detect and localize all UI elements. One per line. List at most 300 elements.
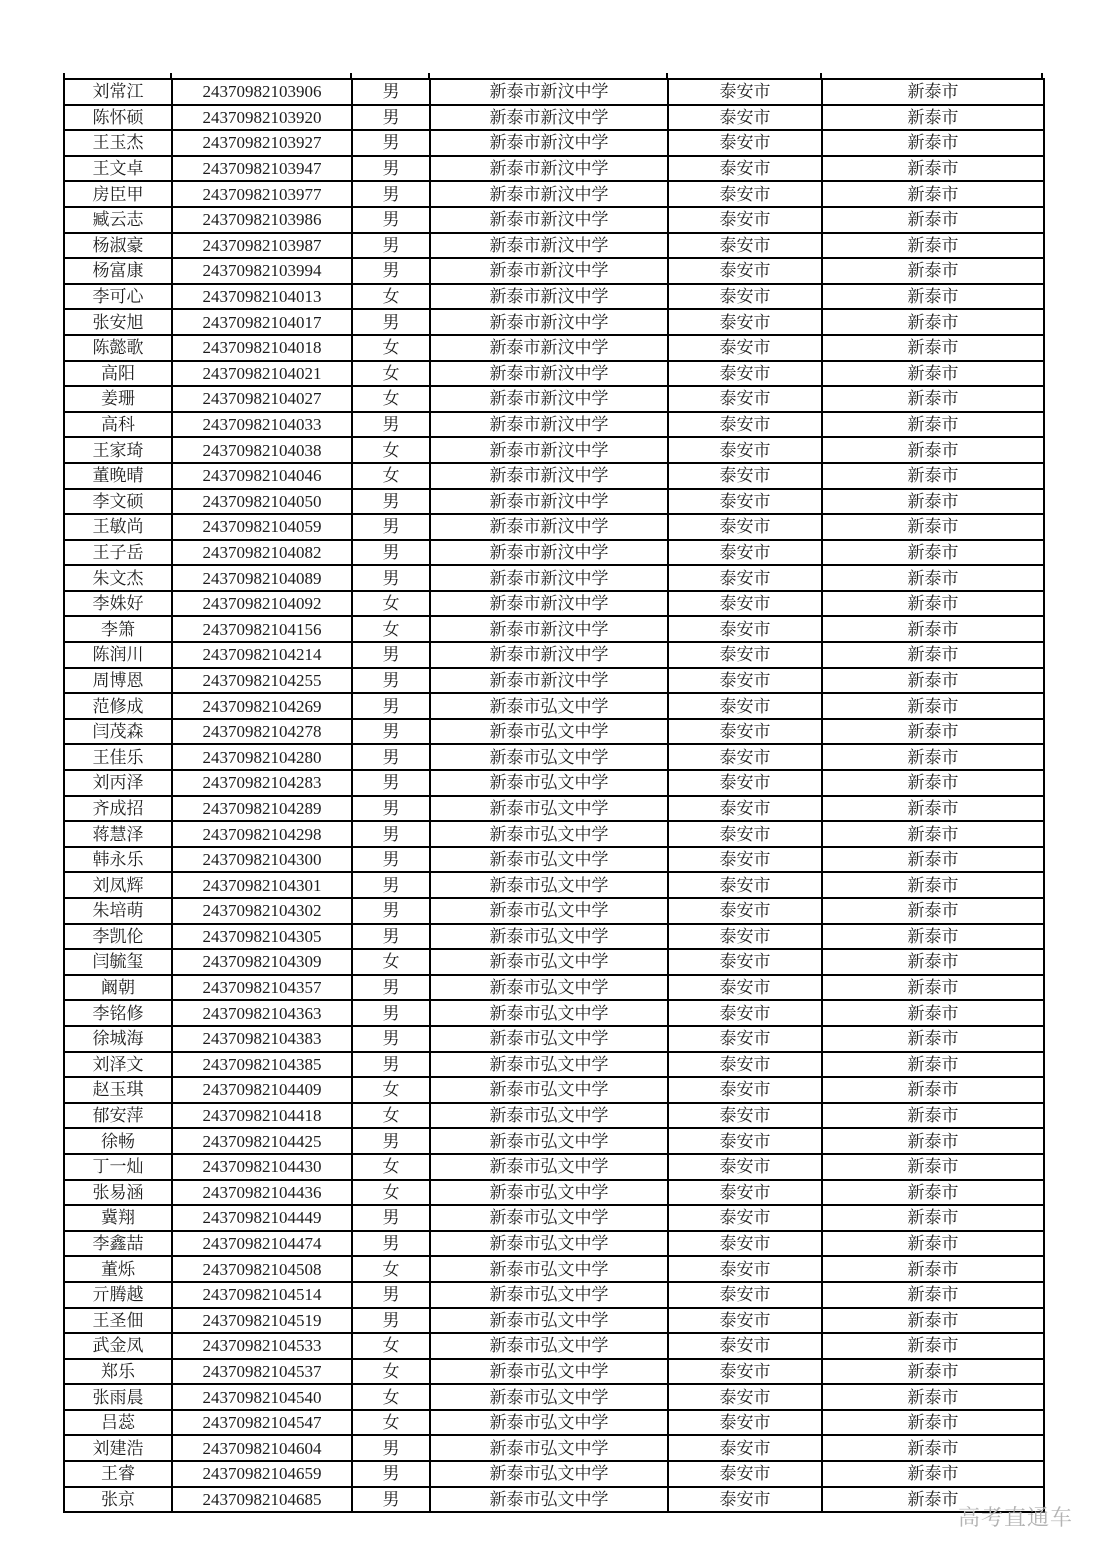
cell-gender: 女 — [352, 386, 430, 412]
cell-gender: 女 — [352, 1359, 430, 1385]
table-row — [64, 1384, 1044, 1410]
cell-exam-id: 24370982104425 — [172, 1128, 352, 1154]
cell-district: 新泰市 — [822, 1333, 1044, 1359]
cell-exam-id: 24370982104436 — [172, 1180, 352, 1206]
cell-school: 新泰市弘文中学 — [430, 1282, 668, 1308]
cell-school: 新泰市新汶中学 — [430, 156, 668, 182]
cell-gender: 男 — [352, 130, 430, 156]
cell-name: 王敏尚 — [64, 514, 172, 540]
cell-city: 泰安市 — [668, 181, 822, 207]
table-row — [64, 975, 1044, 1001]
cell-school: 新泰市新汶中学 — [430, 591, 668, 617]
cell-school: 新泰市弘文中学 — [430, 1487, 668, 1513]
table-row — [64, 181, 1044, 207]
cell-name: 闫毓玺 — [64, 949, 172, 975]
cell-city: 泰安市 — [668, 79, 822, 105]
cell-name: 张京 — [64, 1487, 172, 1513]
cell-gender: 男 — [352, 412, 430, 438]
cell-district: 新泰市 — [822, 898, 1044, 924]
cell-school: 新泰市新汶中学 — [430, 540, 668, 566]
cell-exam-id: 24370982104283 — [172, 770, 352, 796]
cell-district: 新泰市 — [822, 258, 1044, 284]
cell-school: 新泰市新汶中学 — [430, 361, 668, 387]
cell-school: 新泰市弘文中学 — [430, 821, 668, 847]
cell-city: 泰安市 — [668, 821, 822, 847]
cell-district: 新泰市 — [822, 489, 1044, 515]
cell-gender: 男 — [352, 79, 430, 105]
cell-gender: 男 — [352, 770, 430, 796]
cell-district: 新泰市 — [822, 924, 1044, 950]
cell-city: 泰安市 — [668, 1487, 822, 1513]
table-row — [64, 1026, 1044, 1052]
cell-exam-id: 24370982104519 — [172, 1308, 352, 1334]
cell-exam-id: 24370982104309 — [172, 949, 352, 975]
cell-district: 新泰市 — [822, 1205, 1044, 1231]
cell-city: 泰安市 — [668, 719, 822, 745]
cell-gender: 男 — [352, 1435, 430, 1461]
cell-school: 新泰市弘文中学 — [430, 1128, 668, 1154]
cell-exam-id: 24370982103927 — [172, 130, 352, 156]
cell-exam-id: 24370982104357 — [172, 975, 352, 1001]
cell-exam-id: 24370982104298 — [172, 821, 352, 847]
cell-gender: 男 — [352, 181, 430, 207]
cell-school: 新泰市弘文中学 — [430, 1077, 668, 1103]
cell-district: 新泰市 — [822, 668, 1044, 694]
cell-city: 泰安市 — [668, 489, 822, 515]
cell-district: 新泰市 — [822, 1461, 1044, 1487]
cell-exam-id: 24370982104280 — [172, 744, 352, 770]
cell-name: 蒋慧泽 — [64, 821, 172, 847]
cell-name: 韩永乐 — [64, 847, 172, 873]
cell-district: 新泰市 — [822, 361, 1044, 387]
cell-city: 泰安市 — [668, 284, 822, 310]
cell-school: 新泰市新汶中学 — [430, 130, 668, 156]
cell-exam-id: 24370982104059 — [172, 514, 352, 540]
cell-district: 新泰市 — [822, 847, 1044, 873]
cell-gender: 男 — [352, 1308, 430, 1334]
cell-gender: 男 — [352, 975, 430, 1001]
cell-gender: 男 — [352, 821, 430, 847]
cell-city: 泰安市 — [668, 565, 822, 591]
cell-exam-id: 24370982104017 — [172, 309, 352, 335]
cell-gender: 女 — [352, 949, 430, 975]
cell-exam-id: 24370982104302 — [172, 898, 352, 924]
cell-gender: 女 — [352, 284, 430, 310]
cell-district: 新泰市 — [822, 719, 1044, 745]
cell-gender: 男 — [352, 105, 430, 131]
cell-name: 杨淑豪 — [64, 233, 172, 259]
cell-gender: 男 — [352, 872, 430, 898]
cell-exam-id: 24370982104033 — [172, 412, 352, 438]
cell-district: 新泰市 — [822, 437, 1044, 463]
table-row — [64, 156, 1044, 182]
table-row — [64, 719, 1044, 745]
table-row — [64, 489, 1044, 515]
cell-city: 泰安市 — [668, 616, 822, 642]
table-row — [64, 668, 1044, 694]
cell-name: 刘常江 — [64, 79, 172, 105]
cell-exam-id: 24370982103987 — [172, 233, 352, 259]
cell-district: 新泰市 — [822, 744, 1044, 770]
cell-city: 泰安市 — [668, 1282, 822, 1308]
cell-district: 新泰市 — [822, 949, 1044, 975]
table-row — [64, 591, 1044, 617]
cell-gender: 男 — [352, 924, 430, 950]
cell-city: 泰安市 — [668, 386, 822, 412]
cell-school: 新泰市新汶中学 — [430, 463, 668, 489]
cell-exam-id: 24370982104659 — [172, 1461, 352, 1487]
cell-district: 新泰市 — [822, 386, 1044, 412]
cell-city: 泰安市 — [668, 1359, 822, 1385]
cell-district: 新泰市 — [822, 1308, 1044, 1334]
cell-name: 高阳 — [64, 361, 172, 387]
cell-name: 房臣甲 — [64, 181, 172, 207]
table-row — [64, 105, 1044, 131]
table-row — [64, 1077, 1044, 1103]
cell-exam-id: 24370982104018 — [172, 335, 352, 361]
cell-district: 新泰市 — [822, 796, 1044, 822]
cell-district: 新泰市 — [822, 1052, 1044, 1078]
cell-district: 新泰市 — [822, 412, 1044, 438]
cell-gender: 女 — [352, 361, 430, 387]
cell-name: 刘泽文 — [64, 1052, 172, 1078]
cell-district: 新泰市 — [822, 872, 1044, 898]
cell-gender: 男 — [352, 309, 430, 335]
cell-gender: 男 — [352, 1128, 430, 1154]
cell-district: 新泰市 — [822, 130, 1044, 156]
cell-school: 新泰市弘文中学 — [430, 1052, 668, 1078]
table-row — [64, 616, 1044, 642]
cell-exam-id: 24370982104409 — [172, 1077, 352, 1103]
cell-gender: 男 — [352, 1052, 430, 1078]
cell-school: 新泰市弘文中学 — [430, 1026, 668, 1052]
cell-district: 新泰市 — [822, 1359, 1044, 1385]
cell-city: 泰安市 — [668, 412, 822, 438]
cell-city: 泰安市 — [668, 335, 822, 361]
cell-gender: 男 — [352, 693, 430, 719]
table-row — [64, 1231, 1044, 1257]
cell-name: 王文卓 — [64, 156, 172, 182]
cell-city: 泰安市 — [668, 1435, 822, 1461]
cell-name: 周博恩 — [64, 668, 172, 694]
cell-name: 张易涵 — [64, 1180, 172, 1206]
cell-city: 泰安市 — [668, 1180, 822, 1206]
cell-exam-id: 24370982103994 — [172, 258, 352, 284]
cell-name: 董晚晴 — [64, 463, 172, 489]
cell-exam-id: 24370982103920 — [172, 105, 352, 131]
cell-gender: 女 — [352, 1410, 430, 1436]
table-row — [64, 693, 1044, 719]
cell-name: 董烁 — [64, 1256, 172, 1282]
cell-city: 泰安市 — [668, 872, 822, 898]
cell-school: 新泰市新汶中学 — [430, 335, 668, 361]
cell-city: 泰安市 — [668, 1256, 822, 1282]
cell-exam-id: 24370982104385 — [172, 1052, 352, 1078]
cell-school: 新泰市新汶中学 — [430, 105, 668, 131]
cell-school: 新泰市弘文中学 — [430, 949, 668, 975]
cell-name: 丁一灿 — [64, 1154, 172, 1180]
table-row — [64, 514, 1044, 540]
table-row — [64, 412, 1044, 438]
cell-gender: 男 — [352, 1026, 430, 1052]
cell-school: 新泰市弘文中学 — [430, 898, 668, 924]
roster-table-body — [64, 79, 1044, 1512]
cell-name: 李文硕 — [64, 489, 172, 515]
cell-name: 阚朝 — [64, 975, 172, 1001]
cell-city: 泰安市 — [668, 847, 822, 873]
cell-district: 新泰市 — [822, 79, 1044, 105]
cell-name: 陈怀硕 — [64, 105, 172, 131]
cell-gender: 女 — [352, 1384, 430, 1410]
cell-gender: 男 — [352, 1487, 430, 1513]
cell-exam-id: 24370982104278 — [172, 719, 352, 745]
cell-district: 新泰市 — [822, 335, 1044, 361]
cell-school: 新泰市弘文中学 — [430, 719, 668, 745]
cell-name: 陈懿歌 — [64, 335, 172, 361]
cell-city: 泰安市 — [668, 1384, 822, 1410]
cell-name: 李姝好 — [64, 591, 172, 617]
cell-school: 新泰市弘文中学 — [430, 1103, 668, 1129]
cell-district: 新泰市 — [822, 1000, 1044, 1026]
cell-school: 新泰市弘文中学 — [430, 847, 668, 873]
cell-school: 新泰市弘文中学 — [430, 872, 668, 898]
cell-name: 范修成 — [64, 693, 172, 719]
cell-city: 泰安市 — [668, 1205, 822, 1231]
cell-district: 新泰市 — [822, 821, 1044, 847]
cell-exam-id: 24370982104508 — [172, 1256, 352, 1282]
table-row — [64, 1103, 1044, 1129]
cell-exam-id: 24370982104383 — [172, 1026, 352, 1052]
cell-gender: 男 — [352, 668, 430, 694]
cell-school: 新泰市新汶中学 — [430, 79, 668, 105]
cell-name: 朱文杰 — [64, 565, 172, 591]
cell-city: 泰安市 — [668, 233, 822, 259]
cell-exam-id: 24370982104685 — [172, 1487, 352, 1513]
table-row — [64, 130, 1044, 156]
cell-gender: 男 — [352, 1000, 430, 1026]
student-roster-table — [63, 78, 1045, 1513]
cell-school: 新泰市弘文中学 — [430, 744, 668, 770]
cell-district: 新泰市 — [822, 514, 1044, 540]
cell-gender: 男 — [352, 207, 430, 233]
cell-exam-id: 24370982104418 — [172, 1103, 352, 1129]
cell-district: 新泰市 — [822, 616, 1044, 642]
cell-school: 新泰市弘文中学 — [430, 924, 668, 950]
cell-name: 徐畅 — [64, 1128, 172, 1154]
cell-city: 泰安市 — [668, 1103, 822, 1129]
cell-city: 泰安市 — [668, 1000, 822, 1026]
cell-exam-id: 24370982104046 — [172, 463, 352, 489]
cell-district: 新泰市 — [822, 284, 1044, 310]
cell-city: 泰安市 — [668, 1333, 822, 1359]
cell-name: 郁安萍 — [64, 1103, 172, 1129]
cell-city: 泰安市 — [668, 1128, 822, 1154]
cell-district: 新泰市 — [822, 975, 1044, 1001]
cell-district: 新泰市 — [822, 463, 1044, 489]
table-row — [64, 258, 1044, 284]
cell-name: 王佳乐 — [64, 744, 172, 770]
table-row — [64, 233, 1044, 259]
cell-district: 新泰市 — [822, 1077, 1044, 1103]
cell-exam-id: 24370982104604 — [172, 1435, 352, 1461]
cell-name: 王家琦 — [64, 437, 172, 463]
table-row — [64, 1256, 1044, 1282]
cell-exam-id: 24370982104514 — [172, 1282, 352, 1308]
table-row — [64, 1128, 1044, 1154]
cell-city: 泰安市 — [668, 949, 822, 975]
cell-district: 新泰市 — [822, 1282, 1044, 1308]
cell-district: 新泰市 — [822, 565, 1044, 591]
cell-gender: 女 — [352, 591, 430, 617]
cell-school: 新泰市弘文中学 — [430, 796, 668, 822]
table-row — [64, 565, 1044, 591]
cell-district: 新泰市 — [822, 1410, 1044, 1436]
table-row — [64, 949, 1044, 975]
cell-city: 泰安市 — [668, 668, 822, 694]
cell-gender: 男 — [352, 156, 430, 182]
cell-name: 刘建浩 — [64, 1435, 172, 1461]
cell-district: 新泰市 — [822, 1487, 1044, 1513]
cell-name: 张雨晨 — [64, 1384, 172, 1410]
cell-name: 亓腾越 — [64, 1282, 172, 1308]
cell-city: 泰安市 — [668, 1231, 822, 1257]
cell-school: 新泰市弘文中学 — [430, 1333, 668, 1359]
cell-name: 李箫 — [64, 616, 172, 642]
cell-district: 新泰市 — [822, 1435, 1044, 1461]
table-row — [64, 642, 1044, 668]
cell-name: 陈润川 — [64, 642, 172, 668]
cell-exam-id: 24370982104050 — [172, 489, 352, 515]
table-row — [64, 924, 1044, 950]
cell-gender: 女 — [352, 616, 430, 642]
table-row — [64, 1154, 1044, 1180]
cell-school: 新泰市弘文中学 — [430, 1359, 668, 1385]
cell-school: 新泰市新汶中学 — [430, 181, 668, 207]
cell-gender: 男 — [352, 1231, 430, 1257]
cell-city: 泰安市 — [668, 642, 822, 668]
cell-name: 徐城海 — [64, 1026, 172, 1052]
cell-school: 新泰市新汶中学 — [430, 412, 668, 438]
table-row — [64, 796, 1044, 822]
cell-district: 新泰市 — [822, 1231, 1044, 1257]
cell-school: 新泰市新汶中学 — [430, 642, 668, 668]
cell-exam-id: 24370982104540 — [172, 1384, 352, 1410]
table-row — [64, 1308, 1044, 1334]
watermark-text: 高考直通车 — [957, 1505, 1073, 1530]
cell-name: 李鑫喆 — [64, 1231, 172, 1257]
cell-city: 泰安市 — [668, 156, 822, 182]
cell-exam-id: 24370982104547 — [172, 1410, 352, 1436]
cell-school: 新泰市新汶中学 — [430, 386, 668, 412]
cell-name: 刘凤辉 — [64, 872, 172, 898]
cell-exam-id: 24370982104300 — [172, 847, 352, 873]
cell-name: 臧云志 — [64, 207, 172, 233]
table-row — [64, 79, 1044, 105]
cell-gender: 男 — [352, 514, 430, 540]
table-row — [64, 1180, 1044, 1206]
cell-city: 泰安市 — [668, 540, 822, 566]
cell-gender: 女 — [352, 1103, 430, 1129]
cell-district: 新泰市 — [822, 591, 1044, 617]
cell-district: 新泰市 — [822, 1256, 1044, 1282]
cell-gender: 男 — [352, 489, 430, 515]
cell-district: 新泰市 — [822, 181, 1044, 207]
cell-school: 新泰市新汶中学 — [430, 437, 668, 463]
cell-gender: 男 — [352, 258, 430, 284]
cell-district: 新泰市 — [822, 105, 1044, 131]
table-row — [64, 1487, 1044, 1513]
cell-district: 新泰市 — [822, 642, 1044, 668]
cell-city: 泰安市 — [668, 796, 822, 822]
cell-exam-id: 24370982104269 — [172, 693, 352, 719]
cell-gender: 男 — [352, 642, 430, 668]
cell-school: 新泰市弘文中学 — [430, 1231, 668, 1257]
table-row — [64, 386, 1044, 412]
table-row — [64, 872, 1044, 898]
cell-name: 王玉杰 — [64, 130, 172, 156]
cell-name: 赵玉琪 — [64, 1077, 172, 1103]
cell-city: 泰安市 — [668, 770, 822, 796]
cell-district: 新泰市 — [822, 1026, 1044, 1052]
cell-gender: 女 — [352, 1077, 430, 1103]
cell-exam-id: 24370982104305 — [172, 924, 352, 950]
table-row — [64, 1410, 1044, 1436]
cell-district: 新泰市 — [822, 1154, 1044, 1180]
cell-city: 泰安市 — [668, 207, 822, 233]
table-row — [64, 898, 1044, 924]
cell-city: 泰安市 — [668, 258, 822, 284]
cell-school: 新泰市新汶中学 — [430, 668, 668, 694]
cell-exam-id: 24370982104289 — [172, 796, 352, 822]
cell-city: 泰安市 — [668, 1052, 822, 1078]
cell-school: 新泰市新汶中学 — [430, 309, 668, 335]
cell-gender: 男 — [352, 744, 430, 770]
table-row — [64, 1282, 1044, 1308]
cell-exam-id: 24370982103947 — [172, 156, 352, 182]
cell-name: 张安旭 — [64, 309, 172, 335]
cell-exam-id: 24370982104092 — [172, 591, 352, 617]
cell-city: 泰安市 — [668, 1077, 822, 1103]
cell-exam-id: 24370982104533 — [172, 1333, 352, 1359]
cell-gender: 男 — [352, 898, 430, 924]
cell-city: 泰安市 — [668, 514, 822, 540]
cell-name: 李可心 — [64, 284, 172, 310]
cell-city: 泰安市 — [668, 130, 822, 156]
cell-name: 闫茂森 — [64, 719, 172, 745]
cell-district: 新泰市 — [822, 770, 1044, 796]
cell-school: 新泰市弘文中学 — [430, 1461, 668, 1487]
cell-gender: 男 — [352, 796, 430, 822]
cell-city: 泰安市 — [668, 309, 822, 335]
table-row — [64, 821, 1044, 847]
cell-district: 新泰市 — [822, 1384, 1044, 1410]
table-row — [64, 847, 1044, 873]
table-row — [64, 284, 1044, 310]
cell-school: 新泰市弘文中学 — [430, 1410, 668, 1436]
cell-name: 高科 — [64, 412, 172, 438]
cell-name: 姜珊 — [64, 386, 172, 412]
cell-school: 新泰市弘文中学 — [430, 1256, 668, 1282]
cell-school: 新泰市新汶中学 — [430, 489, 668, 515]
cell-exam-id: 24370982104082 — [172, 540, 352, 566]
cell-exam-id: 24370982104013 — [172, 284, 352, 310]
cell-school: 新泰市弘文中学 — [430, 1435, 668, 1461]
cell-exam-id: 24370982104027 — [172, 386, 352, 412]
cell-school: 新泰市弘文中学 — [430, 1180, 668, 1206]
cell-city: 泰安市 — [668, 463, 822, 489]
cell-district: 新泰市 — [822, 1103, 1044, 1129]
cell-exam-id: 24370982104038 — [172, 437, 352, 463]
